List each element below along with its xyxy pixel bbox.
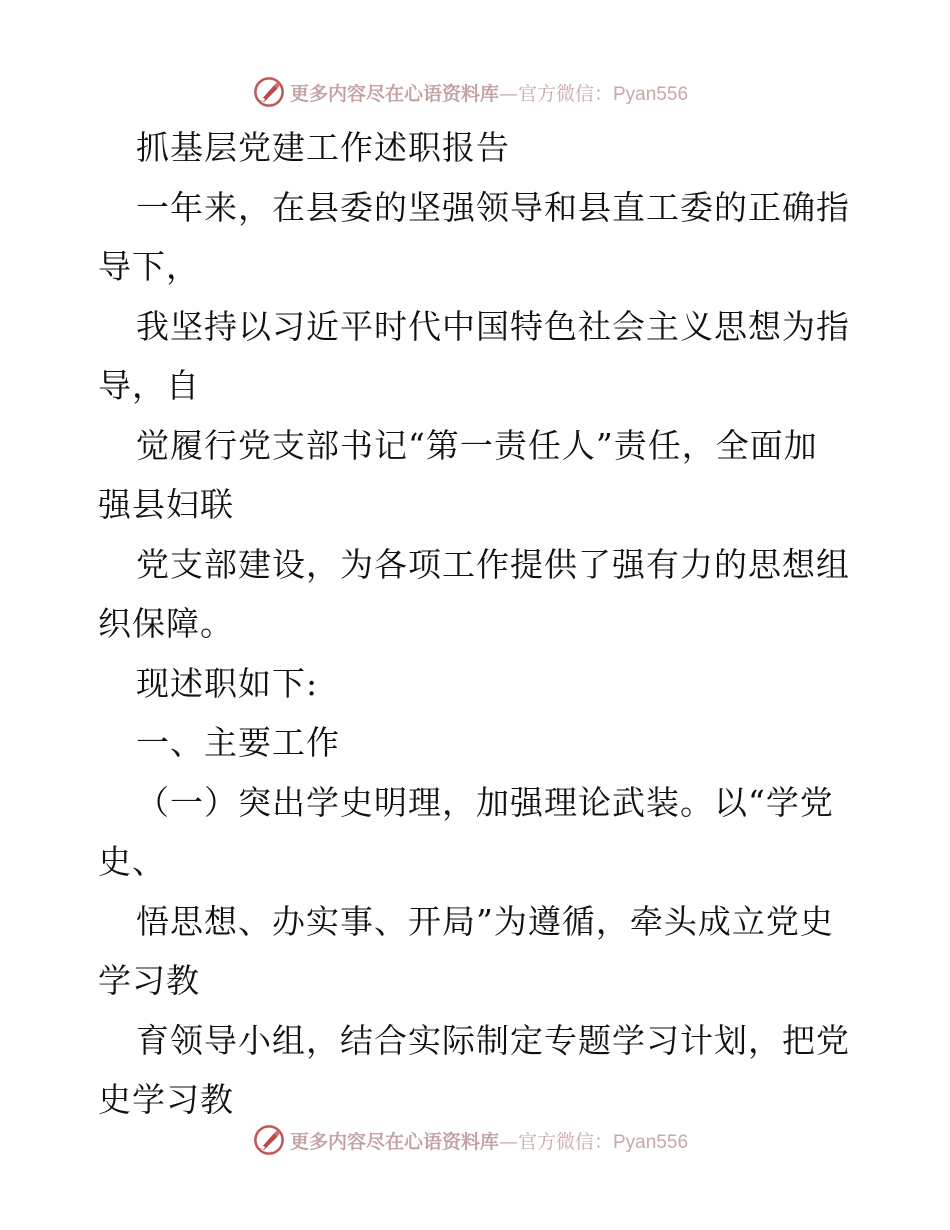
pen-logo-icon: [252, 75, 286, 109]
text-line: 导，自: [98, 366, 200, 405]
text-line: 学习教: [98, 961, 200, 1000]
text-line: 强县妇联: [98, 485, 234, 524]
text-line: 悟思想、办实事、开局”为遵循，牵头成立党史: [136, 901, 834, 941]
text-line: 觉履行党支部书记“第一责任人”责任，全面加: [136, 425, 818, 465]
text-line: 织保障。: [98, 604, 234, 643]
text-line: （一）突出学史明理，加强理论武装。以“学党: [136, 782, 834, 822]
text-line: 一年来，在县委的坚强领导和县直工委的正确指: [136, 187, 850, 227]
text-line: 抓基层党建工作述职报告: [136, 128, 510, 167]
text-line: 导下，: [98, 247, 200, 286]
text-line: 史、: [98, 842, 166, 881]
text-line: 现述职如下:: [136, 663, 319, 703]
header-watermark: [0, 72, 950, 112]
text-line: 我坚持以习近平时代中国特色社会主义思想为指: [136, 306, 850, 346]
document-body: [98, 118, 858, 1130]
text-line: 史学习教: [98, 1080, 234, 1119]
text-line: 党支部建设，为各项工作提供了强有力的思想组: [136, 544, 850, 584]
text-line: 一、主要工作: [136, 723, 340, 762]
pen-logo-icon: [252, 1123, 286, 1157]
text-line: 育领导小组，结合实际制定专题学习计划，把党: [136, 1020, 850, 1060]
watermark-text: 更多内容尽在心语资料库—官方微信：Pyan556: [289, 82, 689, 105]
footer-watermark: [0, 1120, 950, 1160]
watermark-text: 更多内容尽在心语资料库—官方微信：Pyan556: [289, 1130, 689, 1153]
